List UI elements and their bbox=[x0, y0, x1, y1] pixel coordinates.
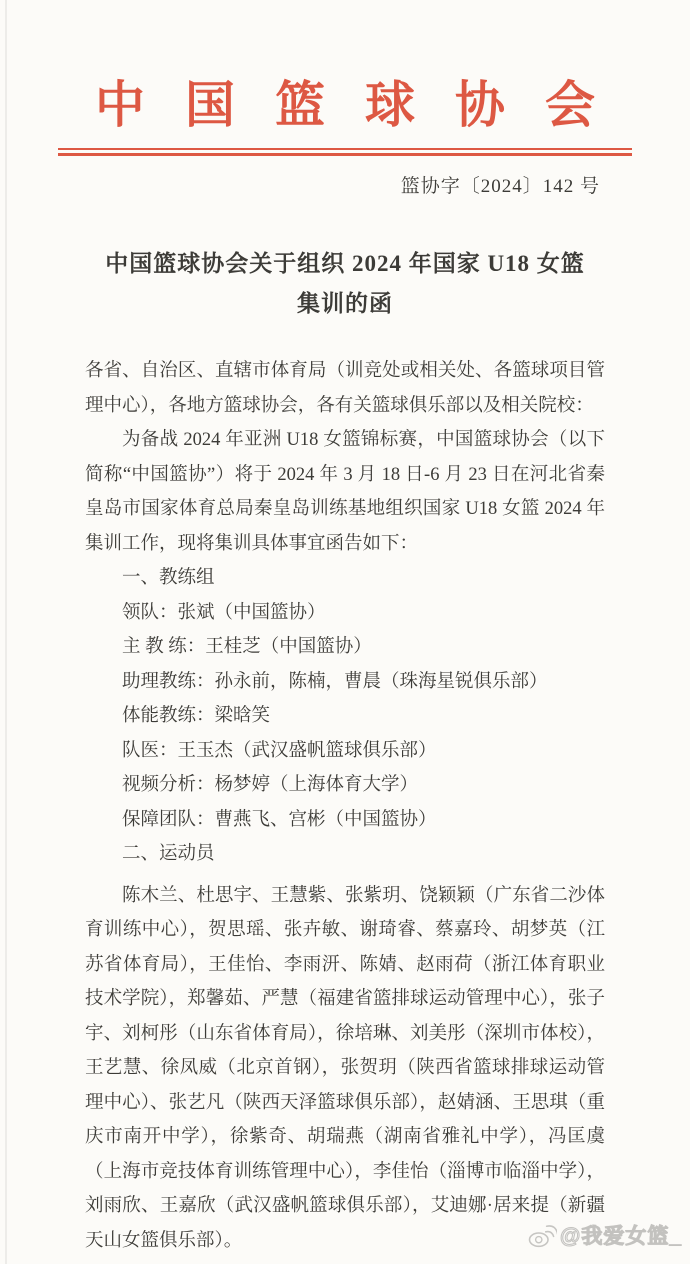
letterhead-title: 中国篮球协会 bbox=[95, 77, 635, 133]
paragraph-8: 队医：王玉杰（武汉盛帆篮球俱乐部） bbox=[122, 740, 437, 761]
paragraph-10: 保障团队：曹燕飞、宫彬（中国篮协） bbox=[122, 809, 437, 830]
paragraph-9: 视频分析：杨梦婷（上海体育大学） bbox=[122, 775, 419, 795]
document-body bbox=[85, 354, 605, 1258]
paragraph-12: 陈木兰、杜思宇、王慧紫、张紫玥、饶颖颖（广东省二沙体育训练中心），贺思瑶、张卉敏、谢琦睿、蔡嘉玲、胡梦英（江苏省体育局），王佳怡、李雨汧、陈婧、赵雨荷（浙江体育职业技术学院），郑馨茹、严慧（福建省篮排球运动管理中心），张子宇、刘柯彤（山东省体育局），徐培琳、刘美彤（深圳市体校），王艺慧、徐凤威（北京首钢），张贺玥（陕西省篮球排球运动管理中心）、张艺凡（陕西天泽篮球俱乐部），赵婧涵、王思琪（重庆市南开中学），徐紫奇、胡瑞燕（湖南省雅礼中学），冯匡虞（上海市竞技体育训练管理中心），李佳怡（淄博市临淄中学），刘雨欣、王嘉欣（武汉盛帆篮球俱乐部），艾迪娜·居来提（新疆天山女篮俱乐部）。 bbox=[85, 885, 605, 1251]
paragraph-1: 各省、自治区、直辖市体育局（训竞处或相关处、各篮球项目管理中心），各地方篮球协会，各有关篮球俱乐部以及相关院校： bbox=[85, 361, 605, 416]
paragraph-7: 体能教练：梁晗笑 bbox=[122, 706, 271, 726]
paragraph-4: 领队：张斌（中国篮协） bbox=[122, 602, 326, 623]
watermark-handle: @我爱女篮_ bbox=[559, 1225, 682, 1248]
paragraph-11: 二、运动员 bbox=[122, 844, 215, 864]
paragraph-2: 为备战 2024 年亚洲 U18 女篮锦标赛，中国篮球协会（以下简称“中国篮协”）将于 2024 年 3 月 18 日-6 月 23 日在河北省秦皇岛市国家体育总局秦皇岛训练基地组织国家 U18 女篮 2024 年集训工作，现将集训具体事宜函告如下： bbox=[85, 430, 605, 554]
document-title-line2: 集训的函 bbox=[297, 291, 393, 316]
document-title-line1: 中国篮球协会关于组织 2024 年国家 U18 女篮 bbox=[105, 251, 585, 276]
paragraph-5: 主 教 练：王桂芝（中国篮协） bbox=[122, 637, 372, 657]
paragraph-6: 助理教练：孙永前，陈楠，曹晨（珠海星锐俱乐部） bbox=[122, 671, 548, 692]
paragraph-3: 一、教练组 bbox=[122, 568, 215, 588]
letterhead-divider bbox=[58, 148, 632, 156]
document-number: 篮协字〔2024〕142 号 bbox=[400, 176, 600, 197]
document-title bbox=[0, 244, 690, 324]
